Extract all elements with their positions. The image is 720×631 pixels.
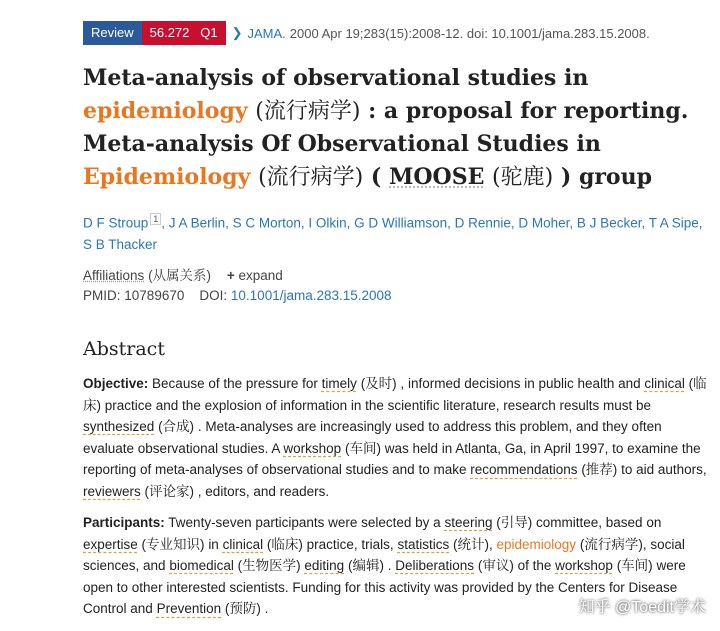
term-link[interactable]: Prevention — [156, 601, 222, 617]
article-badge — [83, 21, 226, 45]
watermark: 知乎 @Toedit学术 — [578, 599, 706, 616]
moose-term: MOOSE — [389, 163, 485, 190]
affiliation-marker[interactable]: 1 — [150, 213, 161, 225]
plus-icon[interactable]: + — [226, 268, 235, 283]
objective-label: Objective: — [83, 376, 149, 391]
term-link[interactable]: workshop — [555, 558, 613, 574]
article-title: Meta-analysis of observational studies in epidemiology (流行病学) : a proposal for reporting. Meta-analysis Of Observational Studies in Epidemiology (流行病学) ( MOOSE (驼鹿) ) group — [83, 65, 689, 190]
title-highlight: Epidemiology — [83, 163, 251, 190]
affiliations-row: Affiliations (从属关系) + expand — [83, 268, 283, 283]
term-link[interactable]: steering — [444, 515, 493, 530]
participants-paragraph: Participants: Twenty-seven participants were selected by a steering (引导) committee, based on expertise (专业知识) in clinical (临床) practice, trials, statistics (统计), epidemiology (流行病学), social sciences, and biomedical (生物医学) editing (编辑) . Deliberations (审议) of the workshop (车间) were open to other interested scientists. Funding for this activity was provided by the Centers for Disease Control and Prevention (预防) . — [83, 515, 686, 617]
term-link[interactable]: editing — [304, 558, 345, 574]
expand-button[interactable]: expand — [238, 268, 283, 283]
term-link[interactable]: timely — [321, 376, 357, 391]
impact-factor-badge: 56.272 Q1 — [142, 21, 226, 45]
journal-link[interactable]: JAMA. — [247, 25, 286, 41]
term-link[interactable]: biomedical — [169, 558, 234, 574]
author-link[interactable]: D F Stroup — [83, 215, 149, 231]
abstract-heading: Abstract — [83, 338, 165, 360]
identifiers-row: PMID: 10789670 DOI: 10.1001/jama.283.15.2008 — [83, 288, 392, 303]
pmid-value: 10789670 — [124, 288, 185, 303]
chevron-right-icon: ❯ — [231, 25, 243, 40]
term-link[interactable]: clinical — [644, 376, 685, 391]
citation-text: 2000 Apr 19;283(15):2008-12. doi: 10.1001/jama.283.15.2008. — [289, 25, 650, 41]
term-link[interactable]: Deliberations — [395, 558, 475, 574]
term-link[interactable]: reviewers — [83, 483, 141, 499]
participants-label: Participants: — [83, 515, 165, 530]
title-highlight: epidemiology — [83, 97, 248, 124]
author-list — [83, 209, 713, 256]
author-links[interactable]: , J A Berlin, S C Morton, I Olkin, G D Williamson, D Rennie, D Moher, B J Becker, T A Sipe, S B Thacker — [83, 215, 703, 252]
citation-bar — [83, 21, 650, 45]
term-link[interactable]: statistics — [397, 536, 450, 552]
term-link[interactable]: recommendations — [470, 462, 578, 478]
term-link[interactable]: expertise — [83, 536, 138, 552]
term-link[interactable]: clinical — [222, 536, 264, 552]
affiliations-label[interactable]: Affiliations — [83, 268, 145, 283]
term-link[interactable]: synthesized — [83, 419, 155, 435]
objective-paragraph: Objective: Because of the pressure for timely (及时) , informed decisions in public health and clinical (临床) practice and the explosion of information in the scientific literature, research results must be synthesized (合成) . Meta-analyses are increasingly used to address this problem, and they often evaluate observational studies. A workshop (车间) was held in Atlanta, Ga, in April 1997, to examine the reporting of meta-analyses of observational studies and to make recommendations (推荐) to aid authors, reviewers (评论家) , editors, and readers. — [83, 376, 707, 499]
review-badge: Review — [83, 21, 142, 45]
highlight-term: epidemiology — [496, 536, 577, 552]
term-link[interactable]: workshop — [283, 440, 342, 456]
doi-link[interactable]: 10.1001/jama.283.15.2008 — [230, 288, 392, 303]
